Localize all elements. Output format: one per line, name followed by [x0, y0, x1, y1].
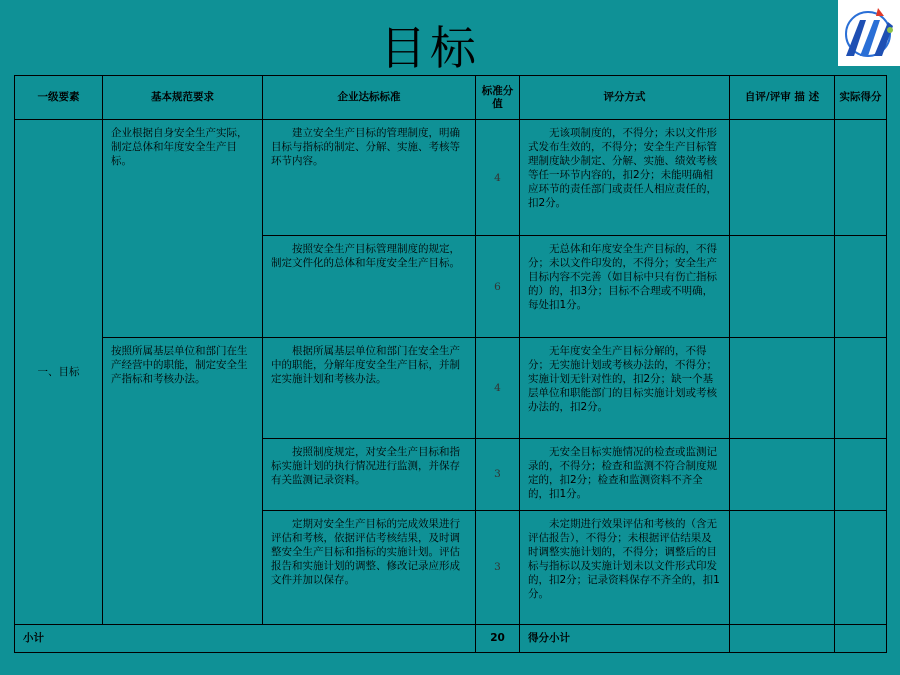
- standard-cell: 按照安全生产目标管理制度的规定，制定文件化的总体和年度安全生产目标。: [263, 236, 476, 338]
- score-cell: 3: [476, 438, 520, 510]
- standard-cell: 根据所属基层单位和部门在安全生产中的职能，分解年度安全生产目标，并制定实施计划和考核办法。: [263, 338, 476, 438]
- total-row: [15, 624, 887, 652]
- actual-score-cell[interactable]: [835, 338, 887, 438]
- got-subtotal-actual-cell[interactable]: [835, 624, 887, 652]
- table-row: [15, 120, 887, 236]
- actual-score-cell[interactable]: [835, 120, 887, 236]
- actual-score-cell[interactable]: [835, 236, 887, 338]
- company-logo-icon: [838, 0, 900, 66]
- score-cell: 3: [476, 510, 520, 624]
- got-subtotal-label: 得分小计: [520, 624, 730, 652]
- method-cell: 未定期进行效果评估和考核的（含无评估报告），不得分；未根据评估结果及时调整实施计划的，不得分；调整后的目标与指标以及实施计划未以文件形式印发的，扣2分；记录资料保存不齐全的，扣1分。: [520, 510, 730, 624]
- table-header-row: [15, 76, 887, 120]
- level1-cell: 一、目标: [15, 120, 103, 625]
- header-basic-req: 基本规范要求: [103, 76, 263, 120]
- subtotal-score: 20: [476, 624, 520, 652]
- header-standard: 企业达标标准: [263, 76, 476, 120]
- standard-cell: 建立安全生产目标的管理制度，明确目标与指标的制定、分解、实施、考核等环节内容。: [263, 120, 476, 236]
- header-score: 标准分值: [476, 76, 520, 120]
- actual-score-cell[interactable]: [835, 438, 887, 510]
- standard-cell: 定期对安全生产目标的完成效果进行评估和考核，依据评估考核结果，及时调整安全生产目标和指标的实施计划。评估报告和实施计划的调整、修改记录应形成文件并加以保存。: [263, 510, 476, 624]
- self-eval-cell[interactable]: [730, 120, 835, 236]
- header-level1: 一级要素: [15, 76, 103, 120]
- self-eval-cell[interactable]: [730, 338, 835, 438]
- basic-req-cell: 企业根据自身安全生产实际，制定总体和年度安全生产目标。: [103, 120, 263, 338]
- header-method: 评分方式: [520, 76, 730, 120]
- score-cell: 6: [476, 236, 520, 338]
- page-title: 目标: [380, 21, 480, 75]
- method-cell: 无安全目标实施情况的检查或监测记录的，不得分；检查和监测不符合制度规定的，扣2分；检查和监测资料不齐全的，扣1分。: [520, 438, 730, 510]
- header-actual: 实际得分: [835, 76, 887, 120]
- table-row: [15, 338, 887, 438]
- method-cell: 无总体和年度安全生产目标的，不得分；未以文件印发的，不得分；安全生产目标内容不完善（如目标中只有伤亡指标的）的，扣3分；目标不合理或不明确，每处扣1分。: [520, 236, 730, 338]
- got-subtotal-cell[interactable]: [730, 624, 835, 652]
- method-cell: 无该项制度的，不得分；未以文件形式发布生效的，不得分；安全生产目标管理制度缺少制定、分解、实施、绩效考核等任一环节内容的，扣2分；未能明确相应环节的责任部门或责任人相应责任的，扣2分。: [520, 120, 730, 236]
- method-cell: 无年度安全生产目标分解的，不得分；无实施计划或考核办法的，不得分；实施计划无针对性的，扣2分；缺一个基层单位和职能部门的目标实施计划或考核办法的，扣2分。: [520, 338, 730, 438]
- self-eval-cell[interactable]: [730, 510, 835, 624]
- actual-score-cell[interactable]: [835, 510, 887, 624]
- header-self-eval: 自评/评审 描 述: [730, 76, 835, 120]
- self-eval-cell[interactable]: [730, 438, 835, 510]
- subtotal-label: 小计: [15, 624, 476, 652]
- standard-cell: 按照制度规定，对安全生产目标和指标实施计划的执行情况进行监测，并保存有关监测记录资料。: [263, 438, 476, 510]
- score-cell: 4: [476, 120, 520, 236]
- self-eval-cell[interactable]: [730, 236, 835, 338]
- basic-req-cell: 按照所属基层单位和部门在生产经营中的职能，制定安全生产指标和考核办法。: [103, 338, 263, 624]
- score-cell: 4: [476, 338, 520, 438]
- standards-table: [14, 75, 887, 653]
